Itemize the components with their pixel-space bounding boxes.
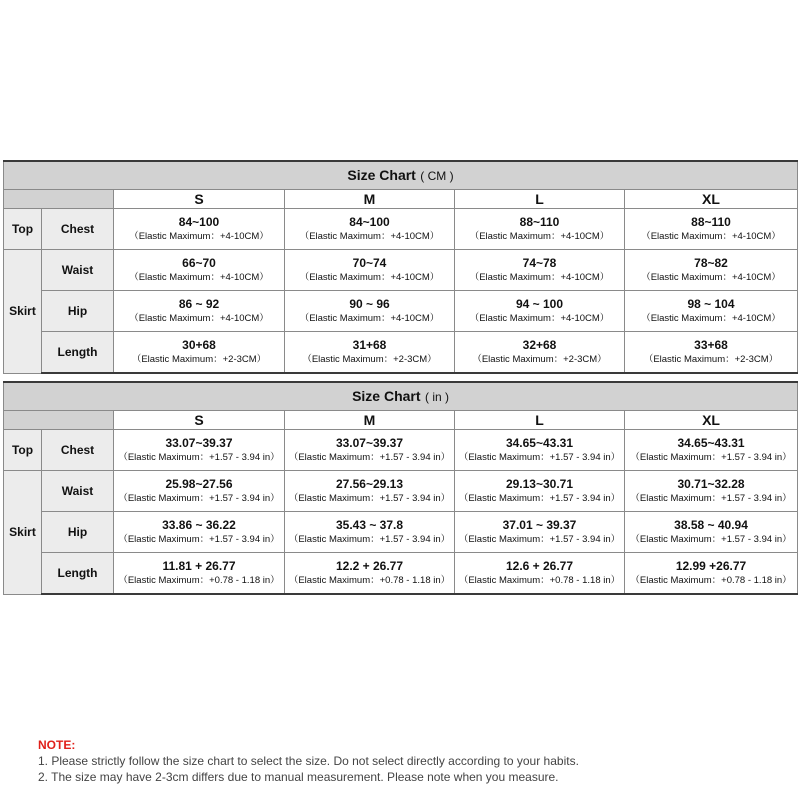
chart-title-text: Size Chart bbox=[352, 387, 421, 404]
size-value: 88~110 bbox=[519, 215, 560, 229]
header-blank bbox=[4, 411, 114, 430]
elastic-note: （Elastic Maximum：+2-3CM） bbox=[643, 354, 779, 365]
elastic-note: （Elastic Maximum：+2-3CM） bbox=[302, 354, 437, 365]
size-value: 78~82 bbox=[694, 256, 728, 270]
elastic-note: （Elastic Maximum：+4-10CM） bbox=[129, 272, 269, 283]
chart-title bbox=[4, 161, 798, 190]
size-cell bbox=[455, 512, 625, 553]
size-value: 31+68 bbox=[352, 338, 387, 352]
size-value: 30+68 bbox=[182, 338, 216, 352]
measurement-row bbox=[4, 430, 798, 471]
group-label-skirt: Skirt bbox=[4, 250, 42, 374]
measurement-row bbox=[4, 512, 798, 553]
elastic-note: （Elastic Maximum：+0.78 - 1.18 in） bbox=[630, 575, 792, 586]
size-value: 12.2 + 26.77 bbox=[335, 559, 404, 573]
measurement-label: Chest bbox=[42, 209, 114, 250]
size-value: 12.99 +26.77 bbox=[675, 559, 747, 573]
size-value: 33.07~39.37 bbox=[165, 436, 233, 450]
size-cell bbox=[625, 332, 798, 374]
size-cell bbox=[285, 553, 455, 595]
size-value: 12.6 + 26.77 bbox=[505, 559, 574, 573]
chart-title-text: Size Chart bbox=[347, 166, 416, 183]
size-cell bbox=[625, 471, 798, 512]
size-value: 29.13~30.71 bbox=[505, 477, 574, 491]
elastic-note: （Elastic Maximum：+4-10CM） bbox=[299, 313, 440, 324]
size-value: 32+68 bbox=[522, 338, 557, 352]
elastic-note: （Elastic Maximum：+4-10CM） bbox=[469, 231, 610, 242]
chart-unit: ( CM ) bbox=[420, 168, 454, 183]
measurement-label: Length bbox=[42, 553, 114, 595]
size-header: L bbox=[455, 190, 625, 209]
size-value: 90 ~ 96 bbox=[349, 297, 390, 311]
size-cell bbox=[625, 209, 798, 250]
elastic-note: （Elastic Maximum：+2-3CM） bbox=[472, 354, 607, 365]
measurement-row bbox=[4, 553, 798, 595]
measurement-label: Length bbox=[42, 332, 114, 374]
elastic-note: （Elastic Maximum：+4-10CM） bbox=[469, 272, 610, 283]
measurement-label: Waist bbox=[42, 250, 114, 291]
measurement-row bbox=[4, 471, 798, 512]
size-value: 88~110 bbox=[691, 215, 731, 229]
elastic-note: （Elastic Maximum：+1.57 - 3.94 in） bbox=[458, 534, 621, 545]
elastic-note: （Elastic Maximum：+1.57 - 3.94 in） bbox=[288, 493, 451, 504]
size-cell bbox=[625, 250, 798, 291]
size-header: XL bbox=[625, 411, 798, 430]
elastic-note: （Elastic Maximum：+1.57 - 3.94 in） bbox=[630, 452, 792, 463]
elastic-note: （Elastic Maximum：+4-10CM） bbox=[299, 231, 440, 242]
size-value: 34.65~43.31 bbox=[505, 436, 574, 450]
elastic-note: （Elastic Maximum：+1.57 - 3.94 in） bbox=[288, 534, 451, 545]
size-cell bbox=[285, 332, 455, 374]
size-cell bbox=[114, 209, 285, 250]
size-cell bbox=[114, 332, 285, 374]
measurement-label: Hip bbox=[42, 512, 114, 553]
size-chart-cm bbox=[3, 160, 798, 374]
elastic-note: （Elastic Maximum：+1.57 - 3.94 in） bbox=[118, 534, 280, 545]
note-title: NOTE: bbox=[38, 738, 76, 752]
size-chart-inch bbox=[3, 381, 798, 595]
size-value: 30.71~32.28 bbox=[677, 477, 745, 491]
size-cell bbox=[285, 291, 455, 332]
elastic-note: （Elastic Maximum：+4-10CM） bbox=[641, 313, 781, 324]
size-header: S bbox=[114, 190, 285, 209]
size-cell bbox=[455, 332, 625, 374]
measurement-row bbox=[4, 291, 798, 332]
elastic-note: （Elastic Maximum：+4-10CM） bbox=[299, 272, 440, 283]
size-cell bbox=[114, 512, 285, 553]
size-cell bbox=[285, 250, 455, 291]
size-cell bbox=[455, 209, 625, 250]
size-cell bbox=[625, 430, 798, 471]
elastic-note: （Elastic Maximum：+4-10CM） bbox=[469, 313, 610, 324]
size-value: 84~100 bbox=[178, 215, 220, 229]
size-cell bbox=[455, 250, 625, 291]
size-cell bbox=[455, 553, 625, 595]
size-cell bbox=[285, 209, 455, 250]
size-value: 86 ~ 92 bbox=[178, 297, 220, 311]
size-cell bbox=[455, 471, 625, 512]
note-line-2: 2. The size may have 2-3cm differs due to manual measurement. Please note when you measure. bbox=[38, 770, 559, 784]
size-value: 94 ~ 100 bbox=[515, 297, 564, 311]
size-cell bbox=[114, 250, 285, 291]
size-value: 33.86 ~ 36.22 bbox=[162, 518, 236, 532]
size-value: 27.56~29.13 bbox=[335, 477, 404, 491]
size-value: 84~100 bbox=[349, 215, 390, 229]
elastic-note: （Elastic Maximum：+4-10CM） bbox=[641, 231, 781, 242]
size-header: M bbox=[285, 190, 455, 209]
elastic-note: （Elastic Maximum：+1.57 - 3.94 in） bbox=[458, 493, 621, 504]
size-value: 66~70 bbox=[182, 256, 216, 270]
size-cell bbox=[114, 471, 285, 512]
elastic-note: （Elastic Maximum：+1.57 - 3.94 in） bbox=[118, 452, 280, 463]
size-value: 70~74 bbox=[352, 256, 387, 270]
size-cell bbox=[114, 553, 285, 595]
group-label-top: Top bbox=[4, 209, 42, 250]
size-value: 33+68 bbox=[694, 338, 728, 352]
size-cell bbox=[114, 291, 285, 332]
size-value: 35.43 ~ 37.8 bbox=[335, 518, 404, 532]
note-section bbox=[38, 737, 579, 785]
size-cell bbox=[285, 430, 455, 471]
measurement-row bbox=[4, 332, 798, 374]
size-cell bbox=[625, 512, 798, 553]
size-value: 25.98~27.56 bbox=[165, 477, 233, 491]
chart-unit: ( in ) bbox=[424, 389, 449, 404]
elastic-note: （Elastic Maximum：+4-10CM） bbox=[641, 272, 781, 283]
elastic-note: （Elastic Maximum：+4-10CM） bbox=[129, 231, 269, 242]
elastic-note: （Elastic Maximum：+0.78 - 1.18 in） bbox=[458, 575, 621, 586]
size-value: 11.81 + 26.77 bbox=[162, 559, 236, 573]
measurement-row bbox=[4, 250, 798, 291]
size-cell bbox=[285, 471, 455, 512]
elastic-note: （Elastic Maximum：+1.57 - 3.94 in） bbox=[630, 493, 792, 504]
elastic-note: （Elastic Maximum：+2-3CM） bbox=[131, 354, 267, 365]
header-blank bbox=[4, 190, 114, 209]
size-header: L bbox=[455, 411, 625, 430]
size-header: S bbox=[114, 411, 285, 430]
elastic-note: （Elastic Maximum：+4-10CM） bbox=[129, 313, 269, 324]
size-header: XL bbox=[625, 190, 798, 209]
size-cell bbox=[114, 430, 285, 471]
elastic-note: （Elastic Maximum：+1.57 - 3.94 in） bbox=[630, 534, 792, 545]
size-cell bbox=[285, 512, 455, 553]
size-header: M bbox=[285, 411, 455, 430]
chart-title bbox=[4, 382, 798, 411]
size-cell bbox=[625, 291, 798, 332]
note-line-1: 1. Please strictly follow the size chart to select the size. Do not select directly according to your habits. bbox=[38, 754, 579, 768]
group-label-top: Top bbox=[4, 430, 42, 471]
elastic-note: （Elastic Maximum：+1.57 - 3.94 in） bbox=[118, 493, 280, 504]
measurement-label: Chest bbox=[42, 430, 114, 471]
size-value: 98 ~ 104 bbox=[687, 297, 735, 311]
size-value: 34.65~43.31 bbox=[677, 436, 745, 450]
measurement-row bbox=[4, 209, 798, 250]
measurement-label: Waist bbox=[42, 471, 114, 512]
size-cell bbox=[625, 553, 798, 595]
elastic-note: （Elastic Maximum：+0.78 - 1.18 in） bbox=[288, 575, 451, 586]
size-cell bbox=[455, 430, 625, 471]
size-value: 33.07~39.37 bbox=[335, 436, 404, 450]
size-value: 74~78 bbox=[522, 256, 557, 270]
measurement-label: Hip bbox=[42, 291, 114, 332]
elastic-note: （Elastic Maximum：+1.57 - 3.94 in） bbox=[458, 452, 621, 463]
size-value: 38.58 ~ 40.94 bbox=[674, 518, 748, 532]
group-label-skirt: Skirt bbox=[4, 471, 42, 595]
elastic-note: （Elastic Maximum：+1.57 - 3.94 in） bbox=[288, 452, 451, 463]
size-cell bbox=[455, 291, 625, 332]
elastic-note: （Elastic Maximum：+0.78 - 1.18 in） bbox=[118, 575, 280, 586]
size-value: 37.01 ~ 39.37 bbox=[502, 518, 577, 532]
